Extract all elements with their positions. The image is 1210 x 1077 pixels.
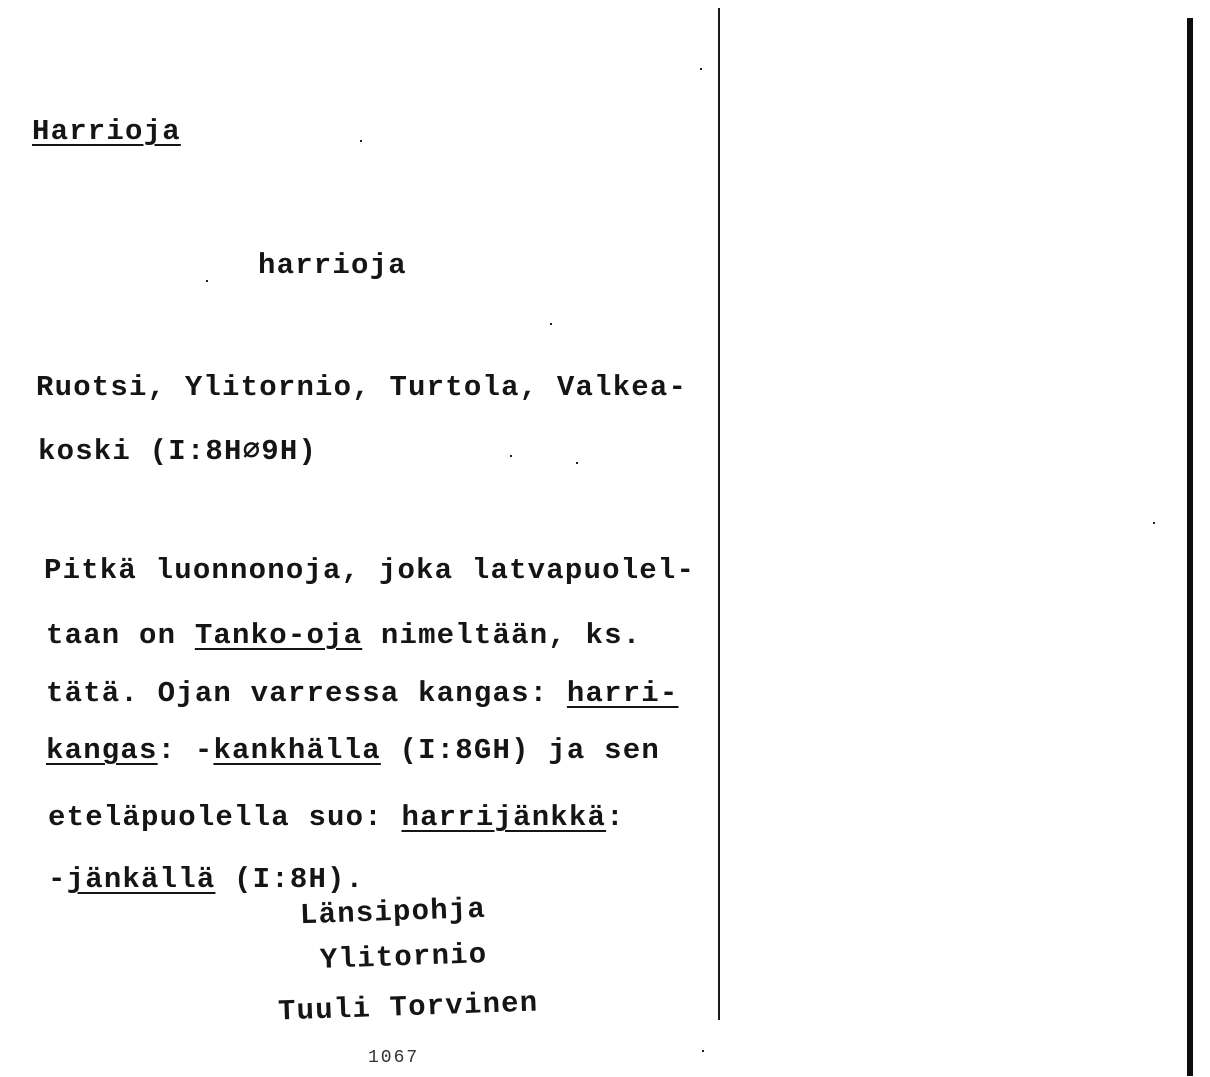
description-line-2 <box>46 618 641 654</box>
scan-speck <box>360 140 362 142</box>
scan-speck <box>1153 522 1155 524</box>
description-line-1: Pitkä luonnonoja, joka latvapuolel- <box>44 554 696 587</box>
scan-speck <box>702 1050 704 1052</box>
description-text: (I:8H). <box>215 863 365 896</box>
description-text: (I:8GH) ja sen <box>380 734 660 767</box>
description-text: tätä. Ojan varressa kangas: <box>46 677 567 710</box>
card-number: 1067 <box>368 1048 420 1068</box>
place-name-form: harrijänkkä <box>401 801 607 834</box>
description-text: eteläpuolella suo: <box>48 801 402 834</box>
description-text: - <box>48 863 67 896</box>
place-name-form: harri- <box>566 677 679 710</box>
scan-speck <box>550 323 552 325</box>
description-text: nimeltään, ks. <box>362 619 642 652</box>
location-line-1: Ruotsi, Ylitornio, Turtola, Valkea- <box>36 371 688 404</box>
scan-speck <box>700 68 702 70</box>
headword: Harrioja <box>32 115 181 148</box>
description-text: : <box>606 801 625 834</box>
scan-speck <box>206 280 208 282</box>
cross-reference-link: Tanko-oja <box>194 619 363 652</box>
center-divider-line <box>718 8 720 1020</box>
place-name-form: kankhälla <box>213 734 381 767</box>
description-text: taan on <box>46 619 195 652</box>
scan-speck <box>510 455 512 457</box>
pronunciation: harrioja <box>258 249 407 282</box>
location-line-2: koski (I:8H∅9H) <box>38 435 318 468</box>
place-name-form: jänkällä <box>66 863 216 896</box>
scan-speck <box>576 462 578 464</box>
parish: Ylitornio <box>319 938 488 977</box>
right-edge-line <box>1187 18 1193 1076</box>
place-name-form: kangas <box>46 734 158 767</box>
region: Länsipohja <box>299 892 487 933</box>
description-line-6 <box>48 862 364 898</box>
collector: Tuuli Torvinen <box>277 986 539 1029</box>
description-line-4 <box>46 733 660 769</box>
description-text: : - <box>157 734 214 767</box>
description-line-3 <box>46 676 679 712</box>
description-line-5 <box>48 800 625 836</box>
